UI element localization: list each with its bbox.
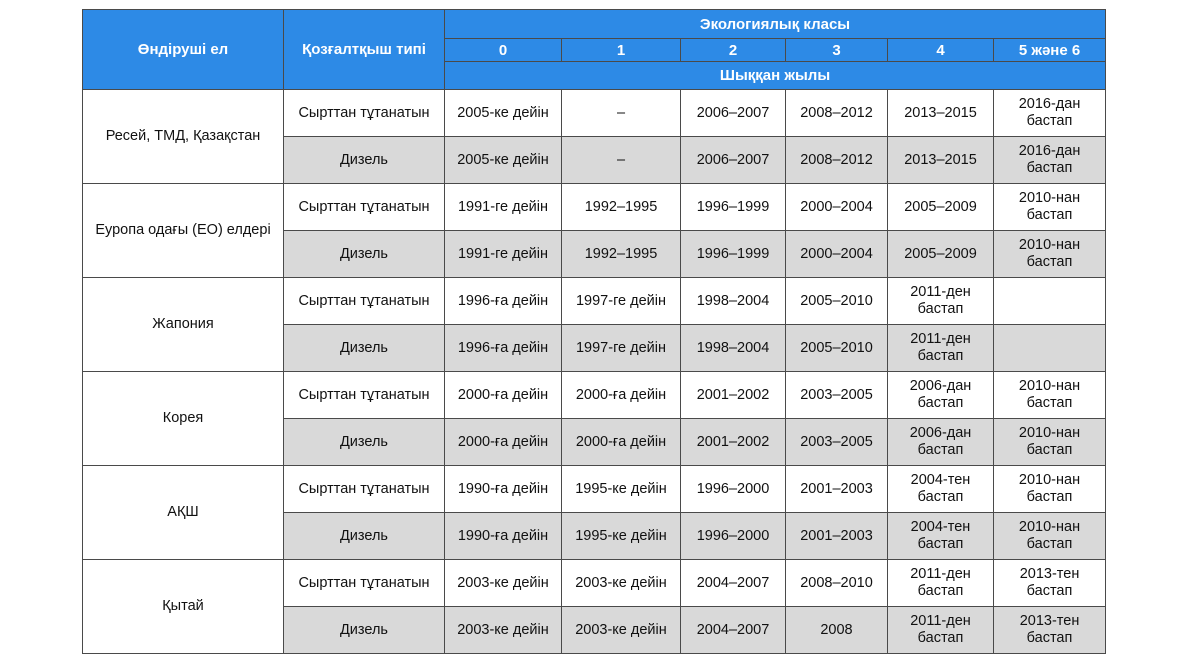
year-cell-class-3: 2000–2004 bbox=[786, 184, 888, 231]
year-cell-class-3: 2008 bbox=[786, 607, 888, 654]
table-row bbox=[83, 90, 1106, 137]
table-row bbox=[83, 372, 1106, 419]
year-cell-class-1: – bbox=[562, 137, 681, 184]
engine-type-cell: Сырттан тұтанатын bbox=[284, 184, 445, 231]
country-cell: Еуропа одағы (ЕО) елдері bbox=[83, 184, 284, 278]
header-engine-type: Қозғалтқыш типі bbox=[284, 10, 445, 90]
header-class-3: 3 bbox=[786, 39, 888, 62]
year-cell-class-4: 2004-тен бастап bbox=[888, 513, 994, 560]
year-cell-class-2: 2001–2002 bbox=[681, 419, 786, 466]
table-row bbox=[83, 184, 1106, 231]
year-cell-class-2: 1998–2004 bbox=[681, 278, 786, 325]
year-cell-class-1: 2003-ке дейін bbox=[562, 560, 681, 607]
engine-type-cell: Дизель bbox=[284, 419, 445, 466]
year-cell-class-5 bbox=[994, 278, 1106, 325]
country-cell: Ресей, ТМД, Қазақстан bbox=[83, 90, 284, 184]
year-cell-class-1: 2003-ке дейін bbox=[562, 607, 681, 654]
year-cell-class-5: 2013-тен бастап bbox=[994, 607, 1106, 654]
year-cell-class-1: 2000-ға дейін bbox=[562, 372, 681, 419]
year-cell-class-4: 2013–2015 bbox=[888, 90, 994, 137]
year-cell-class-0: 2003-ке дейін bbox=[445, 560, 562, 607]
year-cell-class-2: 2006–2007 bbox=[681, 90, 786, 137]
engine-type-cell: Сырттан тұтанатын bbox=[284, 560, 445, 607]
year-cell-class-0: 2005-ке дейін bbox=[445, 137, 562, 184]
year-cell-class-0: 1996-ға дейін bbox=[445, 325, 562, 372]
table-row bbox=[83, 278, 1106, 325]
table-row bbox=[83, 466, 1106, 513]
year-cell-class-2: 2001–2002 bbox=[681, 372, 786, 419]
year-cell-class-2: 1996–2000 bbox=[681, 466, 786, 513]
year-cell-class-3: 2008–2012 bbox=[786, 137, 888, 184]
country-cell: Қытай bbox=[83, 560, 284, 654]
engine-type-cell: Дизель bbox=[284, 137, 445, 184]
year-cell-class-5: 2010-нан бастап bbox=[994, 466, 1106, 513]
year-cell-class-0: 1991-ге дейін bbox=[445, 184, 562, 231]
year-cell-class-5: 2010-нан бастап bbox=[994, 419, 1106, 466]
year-cell-class-1: 1997-ге дейін bbox=[562, 325, 681, 372]
year-cell-class-2: 1996–1999 bbox=[681, 184, 786, 231]
year-cell-class-0: 2005-ке дейін bbox=[445, 90, 562, 137]
year-cell-class-0: 2003-ке дейін bbox=[445, 607, 562, 654]
country-cell: Жапония bbox=[83, 278, 284, 372]
year-cell-class-3: 2003–2005 bbox=[786, 372, 888, 419]
engine-type-cell: Сырттан тұтанатын bbox=[284, 278, 445, 325]
year-cell-class-2: 2004–2007 bbox=[681, 607, 786, 654]
year-cell-class-5: 2016-дан бастап bbox=[994, 90, 1106, 137]
year-cell-class-3: 2005–2010 bbox=[786, 325, 888, 372]
year-cell-class-1: 1997-ге дейін bbox=[562, 278, 681, 325]
year-cell-class-5: 2010-нан бастап bbox=[994, 372, 1106, 419]
year-cell-class-0: 2000-ға дейін bbox=[445, 372, 562, 419]
table-row bbox=[83, 560, 1106, 607]
year-cell-class-3: 2003–2005 bbox=[786, 419, 888, 466]
engine-type-cell: Дизель bbox=[284, 325, 445, 372]
year-cell-class-3: 2005–2010 bbox=[786, 278, 888, 325]
engine-type-cell: Сырттан тұтанатын bbox=[284, 466, 445, 513]
year-cell-class-4: 2006-дан бастап bbox=[888, 419, 994, 466]
engine-type-cell: Дизель bbox=[284, 607, 445, 654]
year-cell-class-3: 2008–2010 bbox=[786, 560, 888, 607]
engine-type-cell: Сырттан тұтанатын bbox=[284, 90, 445, 137]
year-cell-class-2: 1996–1999 bbox=[681, 231, 786, 278]
header-eco-class: Экологиялық класы bbox=[445, 10, 1106, 39]
year-cell-class-2: 1996–2000 bbox=[681, 513, 786, 560]
year-cell-class-5: 2010-нан бастап bbox=[994, 231, 1106, 278]
year-cell-class-4: 2005–2009 bbox=[888, 231, 994, 278]
year-cell-class-1: 2000-ға дейін bbox=[562, 419, 681, 466]
header-class-4: 4 bbox=[888, 39, 994, 62]
year-cell-class-1: 1992–1995 bbox=[562, 184, 681, 231]
year-cell-class-2: 2004–2007 bbox=[681, 560, 786, 607]
header-country: Өндіруші ел bbox=[83, 10, 284, 90]
year-cell-class-4: 2013–2015 bbox=[888, 137, 994, 184]
year-cell-class-4: 2005–2009 bbox=[888, 184, 994, 231]
year-cell-class-2: 2006–2007 bbox=[681, 137, 786, 184]
year-cell-class-1: – bbox=[562, 90, 681, 137]
country-cell: Корея bbox=[83, 372, 284, 466]
year-cell-class-5: 2016-дан бастап bbox=[994, 137, 1106, 184]
year-cell-class-3: 2001–2003 bbox=[786, 466, 888, 513]
year-cell-class-0: 2000-ға дейін bbox=[445, 419, 562, 466]
year-cell-class-5: 2010-нан бастап bbox=[994, 513, 1106, 560]
year-cell-class-1: 1995-ке дейін bbox=[562, 466, 681, 513]
year-cell-class-3: 2000–2004 bbox=[786, 231, 888, 278]
year-cell-class-5: 2013-тен бастап bbox=[994, 560, 1106, 607]
header-class-2: 2 bbox=[681, 39, 786, 62]
year-cell-class-4: 2004-тен бастап bbox=[888, 466, 994, 513]
header-class-0: 0 bbox=[445, 39, 562, 62]
year-cell-class-4: 2011-ден бастап bbox=[888, 278, 994, 325]
year-cell-class-2: 1998–2004 bbox=[681, 325, 786, 372]
year-cell-class-0: 1996-ға дейін bbox=[445, 278, 562, 325]
year-cell-class-0: 1991-ге дейін bbox=[445, 231, 562, 278]
year-cell-class-4: 2011-ден бастап bbox=[888, 325, 994, 372]
year-cell-class-3: 2008–2012 bbox=[786, 90, 888, 137]
ecological-class-table bbox=[82, 9, 1106, 654]
table-body bbox=[83, 90, 1106, 654]
header-release-year: Шыққан жылы bbox=[445, 62, 1106, 90]
year-cell-class-4: 2006-дан бастап bbox=[888, 372, 994, 419]
header-class-5-6: 5 және 6 bbox=[994, 39, 1106, 62]
year-cell-class-3: 2001–2003 bbox=[786, 513, 888, 560]
engine-type-cell: Сырттан тұтанатын bbox=[284, 372, 445, 419]
year-cell-class-1: 1992–1995 bbox=[562, 231, 681, 278]
year-cell-class-5 bbox=[994, 325, 1106, 372]
year-cell-class-0: 1990-ға дейін bbox=[445, 513, 562, 560]
header-class-1: 1 bbox=[562, 39, 681, 62]
engine-type-cell: Дизель bbox=[284, 231, 445, 278]
year-cell-class-4: 2011-ден бастап bbox=[888, 560, 994, 607]
year-cell-class-1: 1995-ке дейін bbox=[562, 513, 681, 560]
year-cell-class-0: 1990-ға дейін bbox=[445, 466, 562, 513]
year-cell-class-5: 2010-нан бастап bbox=[994, 184, 1106, 231]
country-cell: АҚШ bbox=[83, 466, 284, 560]
engine-type-cell: Дизель bbox=[284, 513, 445, 560]
year-cell-class-4: 2011-ден бастап bbox=[888, 607, 994, 654]
